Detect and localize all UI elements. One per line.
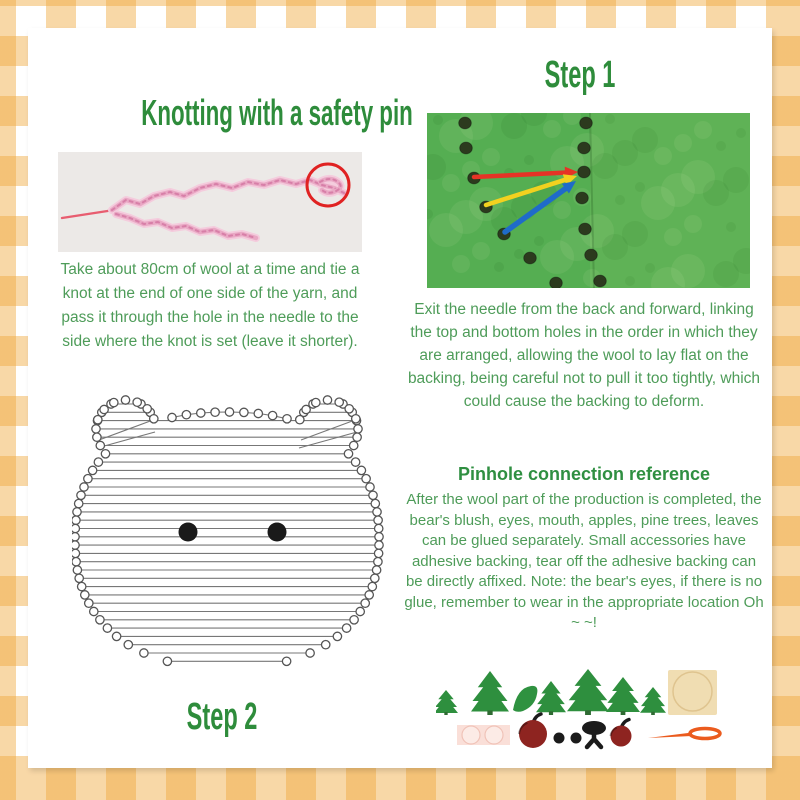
yarn-photo-svg	[58, 152, 362, 252]
knotting-instructions: Take about 80cm of wool at a time and tie a knot at the end of one side of the yarn, and pass it through the hole in the needle to the side where the knot is set (leave it shorter).	[60, 261, 360, 350]
yarn-photo-graphic	[58, 152, 362, 252]
knotting-title	[58, 92, 413, 134]
bear-stitch-diagram-graphic	[72, 390, 384, 676]
bear-stitch-diagram	[72, 390, 384, 676]
content-panel	[28, 28, 772, 768]
step-1-instructions: Exit the needle from the back and forward, linking the top and bottom holes in the order in which they are arranged, allowing the wool to lay flat on the backing, being careful not to pull it too tightly, which could cause the backing to deform.	[407, 301, 761, 410]
yarn-photo	[58, 152, 362, 252]
accessories-image	[436, 664, 726, 754]
pinhole-reference-instructions: After the wool part of the production is completed, the bear's blush, eyes, mouth, apples, pine trees, leaves can be glued separately. Small accessories have adhesive backing, tear off the adhesive backing can be directly affixed. Note: the bear's eyes, if there is no glue, remember to wear in the appropriate location Oh ~ ~!	[404, 491, 764, 631]
step-2-heading	[70, 696, 374, 739]
step-2-text: Step 2	[186, 696, 258, 738]
pinhole-reference-heading: Pinhole connection reference	[457, 464, 711, 484]
bear-diagram-svg	[72, 390, 384, 676]
felt-holes-photo-graphic	[427, 113, 750, 288]
felt-photo-svg	[427, 113, 750, 288]
felt-holes-photo	[427, 113, 750, 288]
accessories-graphic	[436, 664, 726, 754]
knotting-title-text: Knotting with a safety pin	[141, 92, 413, 133]
step-1-heading	[410, 54, 750, 97]
accessories-svg	[436, 664, 726, 754]
step-1-text: Step 1	[544, 54, 616, 96]
